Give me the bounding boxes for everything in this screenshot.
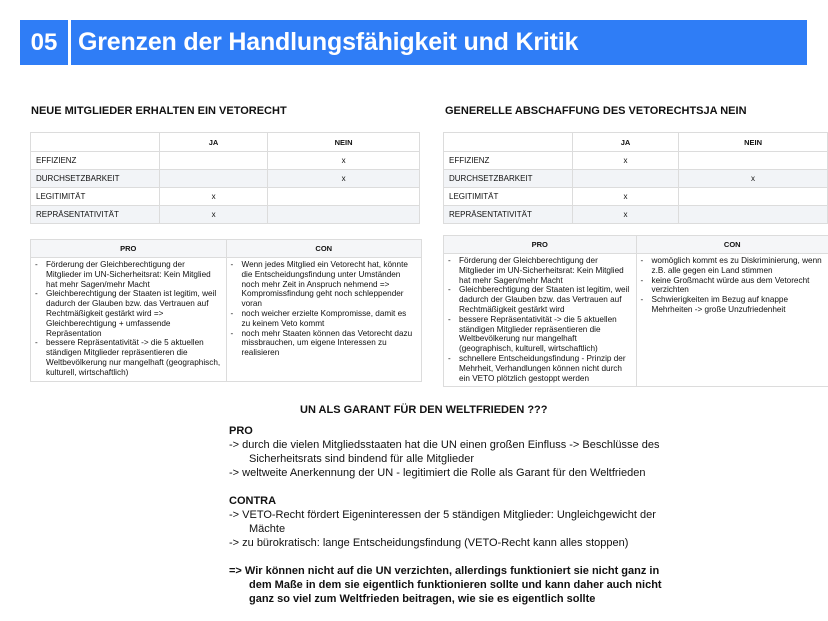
list-item: - Gleichberechtigung der Staaten ist legitim, weil dadurch der Glauben bzw. das Vertrauen auf Rechtmäßigkeit gestärkt wird => Gleichberechtigung + umfassende Repräsentation — [35, 289, 222, 338]
rating-cell — [160, 152, 268, 170]
pro-label: PRO — [120, 244, 137, 253]
list-item: - keine Großmacht würde aus dem Vetorecht verzichten — [641, 276, 825, 296]
rating-cell — [268, 188, 420, 206]
table-row — [444, 188, 828, 206]
page-title: Grenzen der Handlungsfähigkeit und Kritik — [78, 28, 579, 56]
con-column — [636, 254, 828, 386]
list-item: - bessere Repräsentativität -> die 5 aktuellen ständigen Mitglieder repräsentieren die Weltbevölkerung nur mangelhaft (geographisch, kulturell, wirtschaftlich) — [448, 315, 632, 354]
list-item: - Förderung der Gleichberechtigung der Mitglieder im UN-Sicherheitsrat: Kein Mitglied hat mehr Sagen/mehr Macht — [448, 256, 632, 285]
rating-cell — [679, 188, 828, 206]
rating-cell: x — [268, 152, 420, 170]
table-corner — [444, 133, 573, 152]
list-item: - Schwierigkeiten im Bezug auf knappe Mehrheiten -> große Unzufriedenheit — [641, 295, 825, 315]
column-header: JA — [160, 133, 268, 152]
table-row — [31, 170, 420, 188]
rating-cell: x — [160, 188, 268, 206]
summary-line: ganz so viel zum Weltfrieden beitragen, wie sie es eigentlich sollte — [249, 593, 596, 605]
list-item: - noch weicher erzielte Kompromisse, damit es zu keinem Veto kommt — [231, 309, 418, 329]
criterion-label: DURCHSETZBARKEIT — [444, 170, 573, 188]
left-criteria-table — [30, 132, 420, 224]
banner-divider — [68, 20, 71, 65]
conclusion-text — [229, 424, 662, 606]
list-item: - Förderung der Gleichberechtigung der Mitglieder im UN-Sicherheitsrat: Kein Mitglied hat mehr Sagen/mehr Macht — [35, 260, 222, 289]
rating-cell — [679, 152, 828, 170]
column-header: NEIN — [268, 133, 420, 152]
criterion-label: EFFIZIENZ — [444, 152, 573, 170]
con-label: CON — [226, 240, 422, 257]
column-header: NEIN — [679, 133, 828, 152]
conclusion-pro-label: PRO — [229, 425, 253, 437]
list-item: - noch mehr Staaten können das Vetorecht dazu missbrauchen, um eigene Interessen zu realisieren — [231, 329, 418, 358]
conclusion-contra-list — [229, 508, 662, 550]
rating-cell: x — [573, 152, 679, 170]
pro-column — [31, 258, 226, 381]
conclusion-line: -> weltweite Anerkennung der UN - legitimiert die Rolle als Garant für den Weltfrieden — [229, 467, 646, 479]
rating-cell — [573, 170, 679, 188]
rating-cell: x — [573, 206, 679, 224]
rating-cell: x — [679, 170, 828, 188]
criterion-label: LEGITIMITÄT — [31, 188, 160, 206]
rating-cell: x — [160, 206, 268, 224]
rating-cell — [160, 170, 268, 188]
conclusion-contra-label: CONTRA — [229, 495, 277, 507]
left-procon-box — [30, 239, 422, 382]
table-row — [444, 206, 828, 224]
section-number: 05 — [30, 29, 58, 56]
table-row — [444, 170, 828, 188]
conclusion-heading: UN ALS GARANT FÜR DEN WELTFRIEDEN ??? — [300, 404, 548, 416]
conclusion-pro-list — [229, 438, 662, 480]
list-item: - Wenn jedes Mitglied ein Vetorecht hat, könnte die Entscheidungsfindung unter Umständen noch mehr Zeit in Anspruch nehmend => Kompromissfindung geht noch schleppender voran — [231, 260, 418, 309]
table-row — [31, 206, 420, 224]
rating-cell — [679, 206, 828, 224]
criterion-label: REPRÄSENTATIVITÄT — [444, 206, 573, 224]
summary-line: dem Maße in dem sie eigentlich funktionieren sollte und kann daher auch nicht — [249, 579, 662, 591]
criterion-label: DURCHSETZBARKEIT — [31, 170, 160, 188]
criterion-label: LEGITIMITÄT — [444, 188, 573, 206]
summary-line: => Wir können nicht auf die UN verzichten, allerdings funktioniert sie nicht ganz in — [229, 565, 660, 577]
right-heading: GENERELLE ABSCHAFFUNG DES VETORECHTSJA NEIN — [445, 105, 747, 117]
conclusion-line: -> VETO-Recht fördert Eigeninteressen der 5 ständigen Mitglieder: Ungleichgewicht der — [229, 509, 656, 521]
column-header: JA — [573, 133, 679, 152]
table-row — [31, 152, 420, 170]
con-label: CON — [636, 236, 828, 253]
criterion-label: EFFIZIENZ — [31, 152, 160, 170]
list-item: - schnellere Entscheidungsfindung - Prinzip der Mehrheit, Verhandlungen können nicht durch ein VETO plötzlich gestoppt werden — [448, 354, 632, 383]
list-item: - womöglich kommt es zu Diskriminierung, wenn z.B. alle gegen ein Land stimmen — [641, 256, 825, 276]
procon-header — [31, 240, 421, 258]
criterion-label: REPRÄSENTATIVITÄT — [31, 206, 160, 224]
list-item: - bessere Repräsentativität -> die 5 aktuellen ständigen Mitglieder repräsentieren die Weltbevölkerung nur mangelhaft (geographisch, kulturell, wirtschaftlich) — [35, 338, 222, 377]
procon-header — [444, 236, 828, 254]
table-corner — [31, 133, 160, 152]
list-item: - Gleichberechtigung der Staaten ist legitim, weil dadurch der Glauben bzw. das Vertrauen auf Rechtmäßigkeit gestärkt wird — [448, 285, 632, 314]
conclusion-line: Sicherheitsrats sind bindend für alle Mitglieder — [249, 453, 475, 465]
rating-cell: x — [573, 188, 679, 206]
conclusion-line: Mächte — [249, 523, 286, 535]
conclusion-summary — [229, 564, 662, 606]
conclusion-line: -> durch die vielen Mitgliedsstaaten hat die UN einen großen Einfluss -> Beschlüsse des — [229, 439, 660, 451]
right-criteria-table — [443, 132, 828, 224]
left-heading: NEUE MITGLIEDER ERHALTEN EIN VETORECHT — [31, 105, 287, 117]
pro-column — [444, 254, 636, 386]
table-row — [31, 188, 420, 206]
rating-cell: x — [268, 170, 420, 188]
conclusion-line: -> zu bürokratisch: lange Entscheidungsfindung (VETO-Recht kann alles stoppen) — [229, 537, 629, 549]
con-column — [226, 258, 422, 381]
table-row — [444, 152, 828, 170]
title-banner — [20, 20, 807, 65]
right-procon-box — [443, 235, 828, 387]
rating-cell — [268, 206, 420, 224]
pro-label: PRO — [531, 240, 548, 249]
